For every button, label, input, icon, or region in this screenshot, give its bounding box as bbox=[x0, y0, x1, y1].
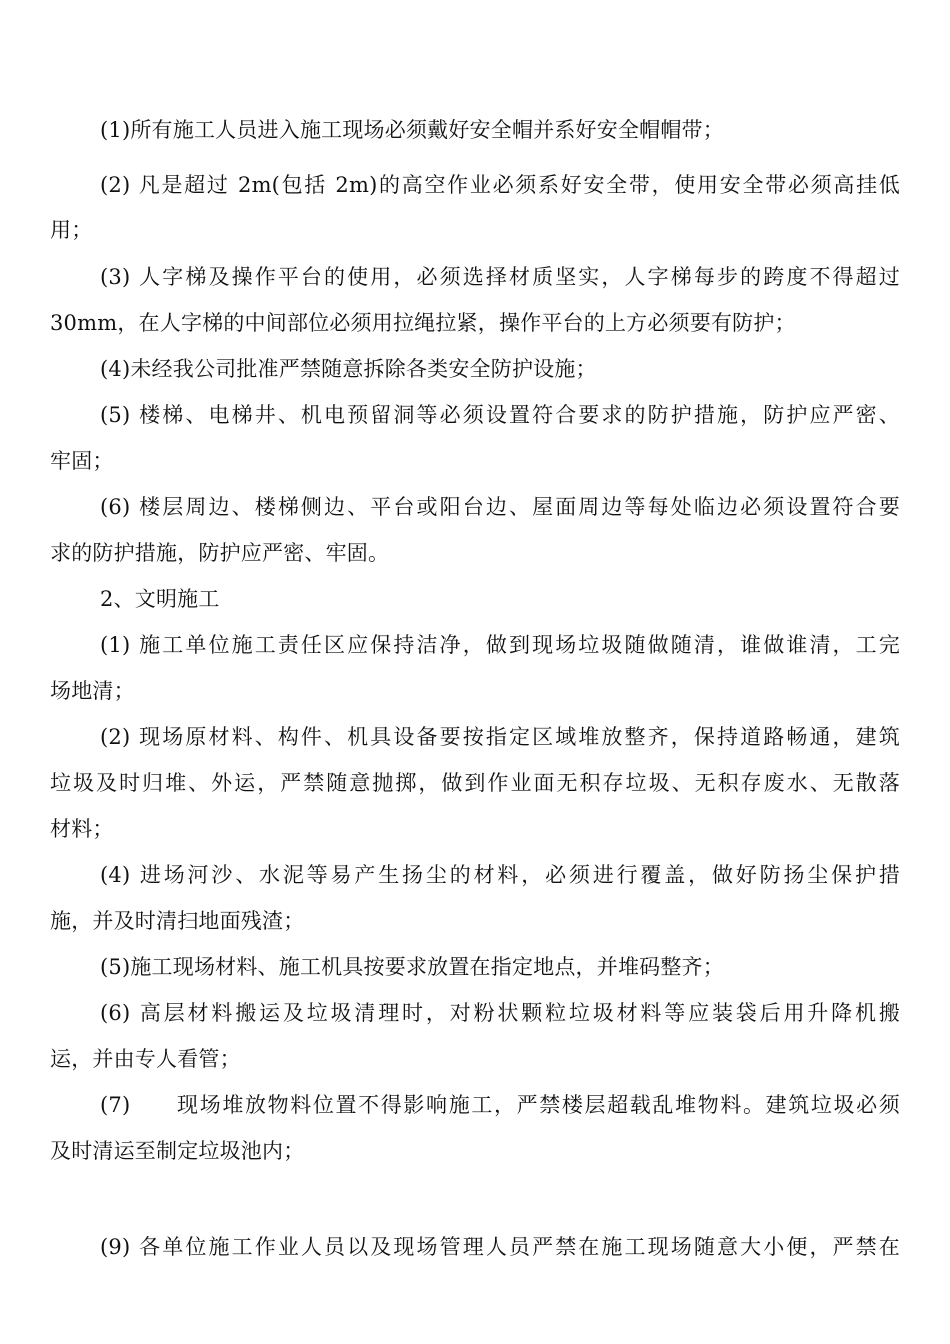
safety-item-2-cont: 用； bbox=[50, 218, 93, 242]
safety-item-1: (1)所有施工人员进入施工现场必须戴好安全帽并系好安全帽帽带； bbox=[100, 118, 724, 142]
safety-item-6: (6) 楼层周边、楼梯侧边、平台或阳台边、屋面周边等每处临边必须设置符合要 bbox=[100, 495, 900, 519]
civil-item-7: (7) 现场堆放物料位置不得影响施工，严禁楼层超载乱堆物料。建筑垃圾必须 bbox=[100, 1093, 900, 1117]
civil-item-1-cont: 场地清； bbox=[50, 679, 135, 703]
civil-item-2-cont-2: 材料； bbox=[50, 817, 114, 841]
civil-item-9: (9) 各单位施工作业人员以及现场管理人员严禁在施工现场随意大小便，严禁在 bbox=[100, 1235, 900, 1259]
civil-item-2: (2) 现场原材料、构件、机具设备要按指定区域堆放整齐，保持道路畅通，建筑 bbox=[100, 725, 900, 749]
safety-item-6-cont: 求的防护措施，防护应严密、牢固。 bbox=[50, 541, 390, 565]
civil-item-1: (1) 施工单位施工责任区应保持洁净，做到现场垃圾随做随清，谁做谁清，工完 bbox=[100, 633, 900, 657]
safety-item-3: (3) 人字梯及操作平台的使用，必须选择材质坚实，人字梯每步的跨度不得超过 bbox=[100, 265, 900, 289]
safety-item-5-cont: 牢固； bbox=[50, 449, 114, 473]
civil-item-6: (6) 高层材料搬运及垃圾清理时，对粉状颗粒垃圾材料等应装袋后用升降机搬 bbox=[100, 1001, 900, 1025]
civil-item-4: (4) 进场河沙、水泥等易产生扬尘的材料，必须进行覆盖，做好防扬尘保护措 bbox=[100, 863, 900, 887]
civil-item-2-cont: 垃圾及时归堆、外运，严禁随意抛掷，做到作业面无积存垃圾、无积存废水、无散落 bbox=[50, 771, 900, 795]
civil-item-4-cont: 施，并及时清扫地面残渣； bbox=[50, 909, 305, 933]
civil-item-7-cont: 及时清运至制定垃圾池内； bbox=[50, 1139, 305, 1163]
civil-item-6-cont: 运，并由专人看管； bbox=[50, 1047, 241, 1071]
civil-item-5: (5)施工现场材料、施工机具按要求放置在指定地点，并堆码整齐； bbox=[100, 955, 724, 979]
section-heading: 2、文明施工 bbox=[100, 587, 220, 611]
safety-item-3-cont: 30mm，在人字梯的中间部位必须用拉绳拉紧，操作平台的上方必须要有防护； bbox=[50, 311, 796, 335]
safety-item-5: (5) 楼梯、电梯井、机电预留洞等必须设置符合要求的防护措施，防护应严密、 bbox=[100, 403, 900, 427]
safety-item-2: (2) 凡是超过 2m(包括 2m)的高空作业必须系好安全带，使用安全带必须高挂低 bbox=[100, 173, 900, 197]
safety-item-4: (4)未经我公司批准严禁随意拆除各类安全防护设施； bbox=[100, 357, 597, 381]
